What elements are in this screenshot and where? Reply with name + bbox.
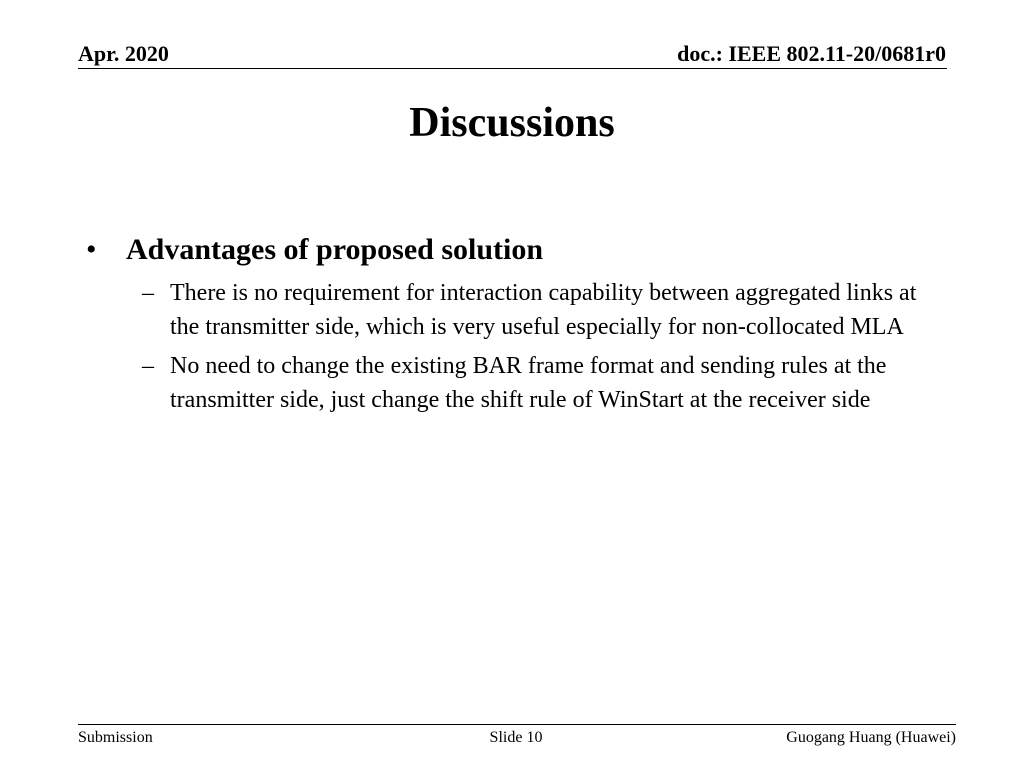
footer-divider bbox=[78, 724, 956, 725]
header-date: Apr. 2020 bbox=[78, 41, 169, 66]
sub-bullet-list bbox=[86, 276, 946, 417]
dash-symbol: – bbox=[142, 353, 154, 379]
bullet-symbol: • bbox=[86, 233, 97, 266]
sub-bullet-text: There is no requirement for interaction capability between aggregated links at the transmitter side, which is very useful especially for non-collocated MLA bbox=[170, 280, 917, 340]
bullet-item bbox=[86, 230, 946, 270]
header-divider bbox=[78, 68, 947, 69]
sub-bullet-item bbox=[142, 276, 946, 344]
sub-bullet-item bbox=[142, 349, 946, 417]
slide-title: Discussions bbox=[409, 100, 615, 146]
footer-slide-number: Slide 10 bbox=[489, 729, 543, 746]
bullet-heading: Advantages of proposed solution bbox=[126, 233, 544, 266]
dash-symbol: – bbox=[142, 280, 154, 306]
header-doc-id: doc.: IEEE 802.11-20/0681r0 bbox=[677, 41, 946, 66]
slide-body bbox=[86, 230, 946, 422]
footer-submission: Submission bbox=[78, 729, 153, 746]
sub-bullet-text: No need to change the existing BAR frame format and sending rules at the transmitter side, just change the shift rule of WinStart at the receiver side bbox=[170, 353, 887, 413]
footer-author: Guogang Huang (Huawei) bbox=[786, 729, 956, 746]
